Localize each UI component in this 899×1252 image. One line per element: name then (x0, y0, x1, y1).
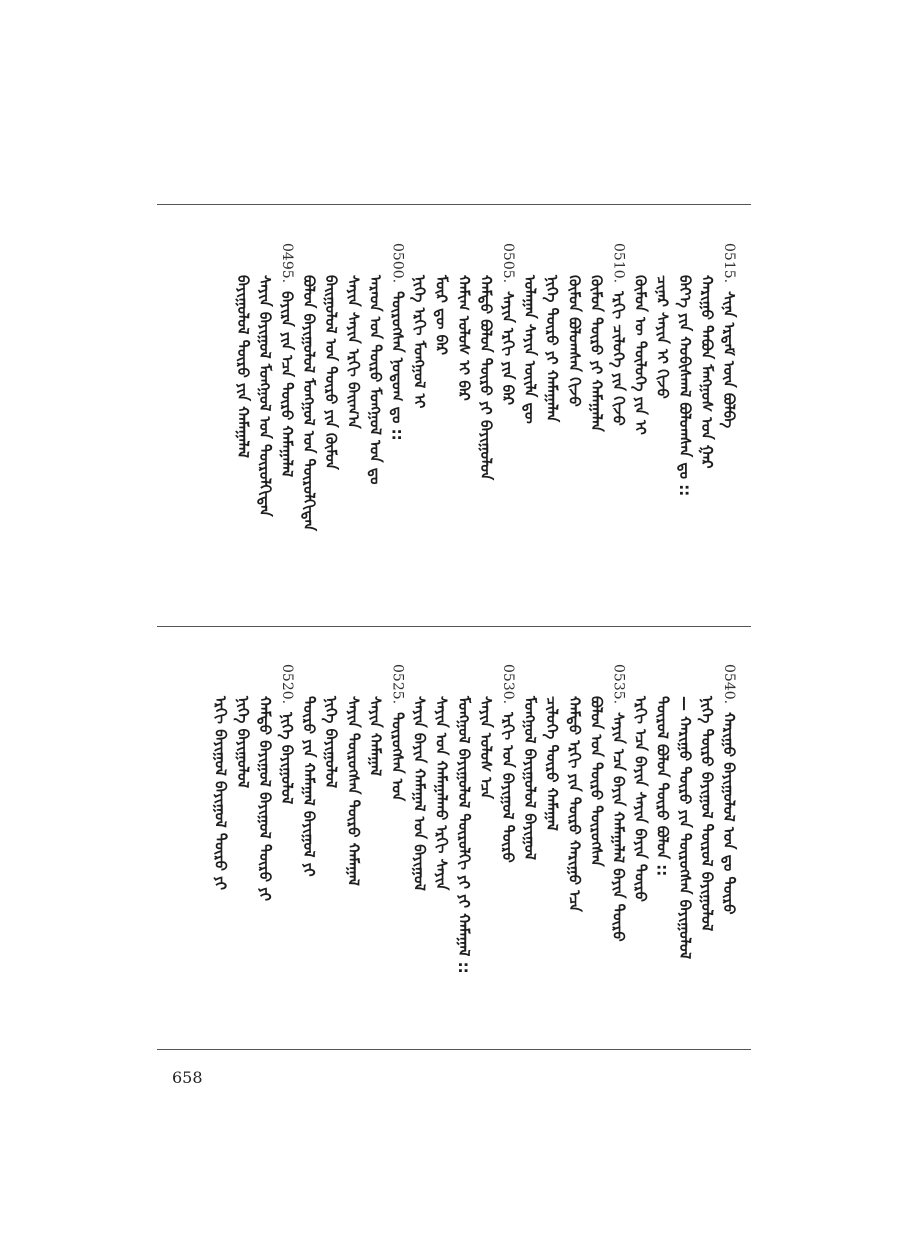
verse-text: ᠰᠢᠨᠡ ᠡᠷᠳᠡᠮ ᠦᠨ ᠪᠣᠯᠪᠠ (720, 291, 738, 429)
verse-text: ᠴᠢᠯᠦᠭᠡ ᠲᠥᠷᠦ ᠬᠠᠮᠠᠭᠠᠯ (543, 696, 562, 831)
verse-line (412, 275, 428, 408)
verse-text: ᠰᠠᠶᠢᠨ ᠪᠠᠶᠢᠭᠤᠯ ᠮᠣᠩᠭᠤᠯ ᠤᠨ ᠲᠥᠷᠦᠯᠬᠢᠲᠡᠨ (255, 275, 274, 517)
verse-text: ᠪᠠᠢᠭᠤᠯᠤᠯ ᠤᠨ ᠲᠥᠷᠦ ᠶᠢᠨ ᠬᠦᠮᠦᠨ (322, 275, 341, 470)
verse-text: ᠰᠠᠶᠢᠨ ᠰᠠᠶᠢᠨ ᠡᠷᠬᠢ ᠪᠠᠢᠭ᠎ᠠ (344, 275, 363, 429)
verse-text: ᠡᠷᠬᠢ ᠡᠴᠡ ᠪᠠᠶᠢᠨ ᠰᠠᠶᠢᠨ ᠪᠠᠶᠢᠨ ᠲᠥᠷᠦ (631, 696, 650, 902)
verse-line (655, 275, 671, 399)
verse-line (434, 275, 450, 355)
verse-text: ᠲᠥᠷᠦᠯ ᠪᠣᠯᠤᠨ ᠲᠥᠷᠦ ᠪᠣᠯᠤᠨ :: (653, 696, 672, 877)
line-number: 0535. (610, 664, 627, 705)
verse-line (301, 696, 317, 877)
verse-line (367, 275, 383, 484)
verse-line (345, 275, 361, 429)
verse-text: ᠰᠠᠶᠢᠨ ᠡᠷᠬᠢ ᠶᠢᠨ ᠪᠠᠷ (499, 291, 517, 406)
verse-line (235, 275, 251, 458)
verse-text: ᠬᠠᠮᠲᠤ ᠡᠷᠬᠢ ᠶᠢᠨ ᠲᠥᠷᠦ ᠬᠠᠷᠢᠭᠤ ᠡᠴᠡ (565, 696, 584, 912)
verse-line (301, 275, 317, 531)
verse-line (677, 275, 693, 496)
line-number: 0510. (610, 243, 627, 284)
line-number: 0495. (279, 243, 295, 284)
verse-line (235, 696, 251, 788)
line-number: 0530. (500, 664, 516, 705)
verse-line (721, 243, 737, 428)
verse-line (434, 696, 450, 890)
verse-text: ᠮᠣᠩᠭᠤᠯ ᠪᠠᠶᠢᠭᠤᠯᠤᠯ ᠲᠥᠷᠦᠯᠬᠢ ᠶᠢ ᠶᠢ ᠬᠠᠮᠠᠭᠠᠯ :: (454, 696, 473, 974)
line-number: 0525. (389, 664, 406, 705)
verse-line (456, 696, 472, 974)
verse-text: ᠬᠠᠮᠲᠤ ᠪᠠᠶᠢᠭᠤᠯ ᠪᠠᠶᠢᠭᠤᠯ ᠲᠥᠷᠦ ᠶᠢ (255, 696, 274, 902)
verse-line (633, 275, 649, 435)
verse-text: ᠮᠣᠩᠭᠤᠯ ᠪᠠᠶᠢᠭᠤᠯᠤᠯ ᠪᠠᠶᠢᠭᠤᠯ (521, 696, 540, 861)
verse-text: ᠨᠢᠭᠡ ᠲᠥᠷᠦ ᠶᠢ ᠬᠠᠮᠠᠭᠠᠯᠠᠨ (543, 275, 562, 423)
verse-line (544, 275, 560, 422)
verse-text: ᠰᠠᠶᠢᠨ ᠡᠴᠡ ᠪᠠᠶᠢᠨ ᠬᠠᠮᠠᠭᠠᠯᠠᠯ ᠪᠠᠶᠢᠨ ᠲᠥᠷᠦ (609, 712, 628, 942)
verse-line (588, 696, 604, 867)
verse-line (390, 243, 406, 441)
verse-text: ᠪᠠᠶᠢᠷᠠ ᠶᠢᠨ ᠡᠴᠡ ᠲᠥᠷᠦ ᠬᠠᠮᠠᠭᠠᠯᠠᠯ (278, 291, 296, 478)
verse-line (390, 664, 406, 801)
verse-text: ᠬᠦᠮᠦᠨ ᠪᠣᠯᠤᠭᠰᠠᠨ ᠬᠢᠵᠦ (565, 275, 584, 407)
verse-line (522, 275, 538, 424)
verse-line (345, 696, 361, 886)
verse-line (257, 696, 273, 901)
verse-text: ᠬᠠᠷᠢᠭᠤ ᠲᠠᠪᠤᠨ ᠮᠠᠩᠭᠤᠰ ᠤᠨ ᠭᠠᠷ (697, 275, 716, 469)
verse-text: ᠡᠷᠬᠢ ᠤᠨ ᠪᠠᠶᠢᠭᠤᠯ ᠲᠥᠷᠦ (499, 712, 517, 863)
line-number: 0515. (721, 243, 737, 284)
lower-text-panel (157, 627, 751, 1048)
verse-line (677, 696, 693, 959)
verse-text: ᠨᠢᠭᠡ ᠲᠥᠷᠦ ᠪᠠᠶᠢᠭᠤᠯ ᠲᠥᠷᠦᠯ ᠪᠠᠶᠢᠭᠤᠯᠤᠯ (697, 696, 716, 932)
verse-line (588, 275, 604, 432)
verse-text: ᠬᠠᠮᠲᠤ ᠪᠣᠯᠤᠨ ᠲᠥᠷᠦ ᠶᠢ ᠪᠠᠶᠢᠭᠤᠯᠤᠨ (476, 275, 495, 481)
verse-text: ᠮᠥᠷ ᠳᠦ ᠪᠠᠷ (432, 275, 451, 356)
line-number: 0520. (279, 664, 295, 705)
verse-line (323, 696, 339, 788)
verse-line (213, 696, 229, 890)
verse-text: ᠪᠡᠶ᠎ᠡ ᠶᠢᠨ ᠬᠤᠪᠢᠰᠬᠠᠯ ᠪᠣᠯᠤᠭᠰᠠᠨ ᠳᠤ :: (675, 275, 694, 497)
verse-text: ᠪᠣᠯᠤᠨ ᠪᠠᠶᠢᠭᠤᠯᠤᠯ ᠮᠣᠩᠭᠤᠯ ᠤᠨ ᠲᠥᠷᠦᠯᠬᠢᠲᠡᠨ (300, 275, 319, 532)
verse-text: ᠰᠠᠶᠢᠨ ᠤᠨ ᠬᠠᠮᠠᠭᠠᠯᠬᠤ ᠡᠷᠬᠢ ᠰᠠᠶᠢᠨ (432, 696, 451, 891)
verse-line (566, 696, 582, 912)
verse-text: — ᠬᠠᠷᠢᠭᠤ ᠲᠥᠷᠦ ᠶᠢᠨ ᠲᠥᠷᠦᠭᠰᠡᠨ ᠪᠠᠶᠢᠭᠤᠯᠤᠯ (675, 696, 694, 960)
verse-text: ᠲᠥᠷᠦᠭᠰᠡᠨ ᠨᠣᠲᠤᠭ ᠳᠤ :: (388, 291, 407, 441)
verse-text: ᠬᠦᠮᠦᠨ ᠦ ᠲᠥᠯᠦᠭᠡ ᠶᠢᠨ ᠢ (631, 275, 650, 435)
verse-line (412, 696, 428, 891)
verse-text: ᠲᠥᠷᠦᠭᠰᠡᠨ ᠤᠨ (388, 712, 407, 802)
verse-text: ᠴᠢᠨᠠᠷ ᠰᠠᠶᠢᠨ ᠢ ᠬᠢᠵᠦ (653, 275, 672, 399)
verse-line (522, 696, 538, 860)
verse-line (456, 275, 472, 401)
verse-text: ᠨᠢᠭᠡ ᠡᠷᠬᠢ ᠮᠣᠩᠭᠤᠯ ᠢ (410, 275, 429, 409)
verse-line (611, 664, 627, 942)
verse-line (699, 275, 715, 468)
verse-line (544, 696, 560, 831)
line-number: 0500. (389, 243, 406, 284)
verse-line (721, 664, 737, 914)
verse-line (655, 696, 671, 876)
page-number: 658 (172, 1068, 203, 1087)
verse-line (279, 243, 295, 477)
verse-line (699, 696, 715, 931)
verse-text: ᠡᠷᠬᠢ ᠴᠢᠯᠦᠭᠡ ᠶᠢᠨ ᠬᠢᠵᠦ (609, 291, 628, 426)
verse-line (611, 243, 627, 426)
verse-text: ᠨᠢᠭᠡ ᠪᠠᠶᠢᠭᠤᠯᠤᠯ (278, 712, 296, 805)
line-number: 0505. (500, 243, 516, 284)
line-number: 0540. (721, 664, 737, 705)
verse-text: ᠬᠠᠷᠢᠭᠤ ᠪᠠᠶᠢᠭᠤᠯᠤᠯ ᠤᠨ ᠳᠤ ᠲᠥᠷᠦ (720, 712, 738, 915)
verse-text: ᠨᠢᠭᠡ ᠪᠠᠶᠢᠭᠤᠯᠤᠯ (322, 696, 341, 789)
verse-line (500, 664, 516, 863)
verse-text: ᠪᠣᠯᠤᠨ ᠤᠨ ᠲᠥᠷᠦ ᠲᠥᠷᠦᠭᠰᠡᠨ (587, 696, 606, 867)
verse-line (367, 696, 383, 776)
verse-text: ᠡᠷᠬᠢ ᠪᠠᠶᠢᠭᠤᠯ ᠪᠠᠶᠢᠭᠤᠯ ᠲᠥᠷᠦ ᠶᠢ (211, 696, 230, 890)
verse-text: ᠲᠥᠷᠦ ᠶᠢᠨ ᠬᠠᠮᠠᠭᠠᠯ ᠪᠠᠶᠢᠭᠤᠯ ᠶᠢ (300, 696, 319, 877)
verse-text: ᠰᠠᠶᠢᠨ ᠤᠯᠤᠰ ᠡᠴᠡ (476, 696, 495, 799)
verse-line (500, 243, 516, 405)
verse-text: ᠬᠠᠮᠢᠭ ᠤᠯᠤᠰ ᠢ ᠪᠠᠷ (454, 275, 473, 401)
verse-text: ᠬᠦᠮᠦᠨ ᠲᠥᠷᠦ ᠶᠢ ᠬᠠᠮᠠᠭᠠᠯᠠᠨ (587, 275, 606, 432)
verse-text: ᠰᠠᠶᠢᠨ ᠲᠥᠷᠦᠭᠰᠡᠨ ᠲᠥᠷᠦ ᠬᠠᠮᠠᠭᠠᠯ (344, 696, 363, 886)
verse-line (257, 275, 273, 517)
verse-text: ᠤᠯᠠᠭᠠᠨ ᠰᠠᠶᠢᠨ ᠦᠢᠯᠡ ᠳᠦ (521, 275, 540, 424)
verse-line (478, 696, 494, 799)
verse-text: ᠰᠠᠶᠢᠨ ᠬᠠᠮᠠᠭᠠᠯ (366, 696, 385, 777)
bottom-rule (157, 1049, 751, 1050)
verse-line (478, 275, 494, 480)
verse-line (566, 275, 582, 407)
verse-text: ᠪᠠᠶᠢᠭᠤᠯᠤᠯ ᠲᠥᠷᠦ ᠶᠢᠨ ᠬᠠᠮᠠᠭᠠᠯᠠᠯ (233, 275, 252, 458)
verse-line (633, 696, 649, 902)
upper-text-panel (157, 205, 751, 626)
verse-text: ᠠᠷᠠᠳ ᠤᠨ ᠲᠥᠷᠦ ᠮᠣᠩᠭᠤᠯ ᠤᠨ ᠳᠤ (366, 275, 385, 485)
verse-text: ᠨᠢᠭᠡ ᠪᠠᠶᠢᠭᠤᠯᠤᠯ (233, 696, 252, 789)
verse-line (323, 275, 339, 470)
verse-line (279, 664, 295, 804)
verse-text: ᠰᠠᠶᠢᠨ ᠪᠠᠶᠢᠨ ᠬᠠᠮᠠᠭᠠᠯ ᠤᠨ ᠪᠠᠶᠢᠭᠤᠯ (410, 696, 429, 891)
